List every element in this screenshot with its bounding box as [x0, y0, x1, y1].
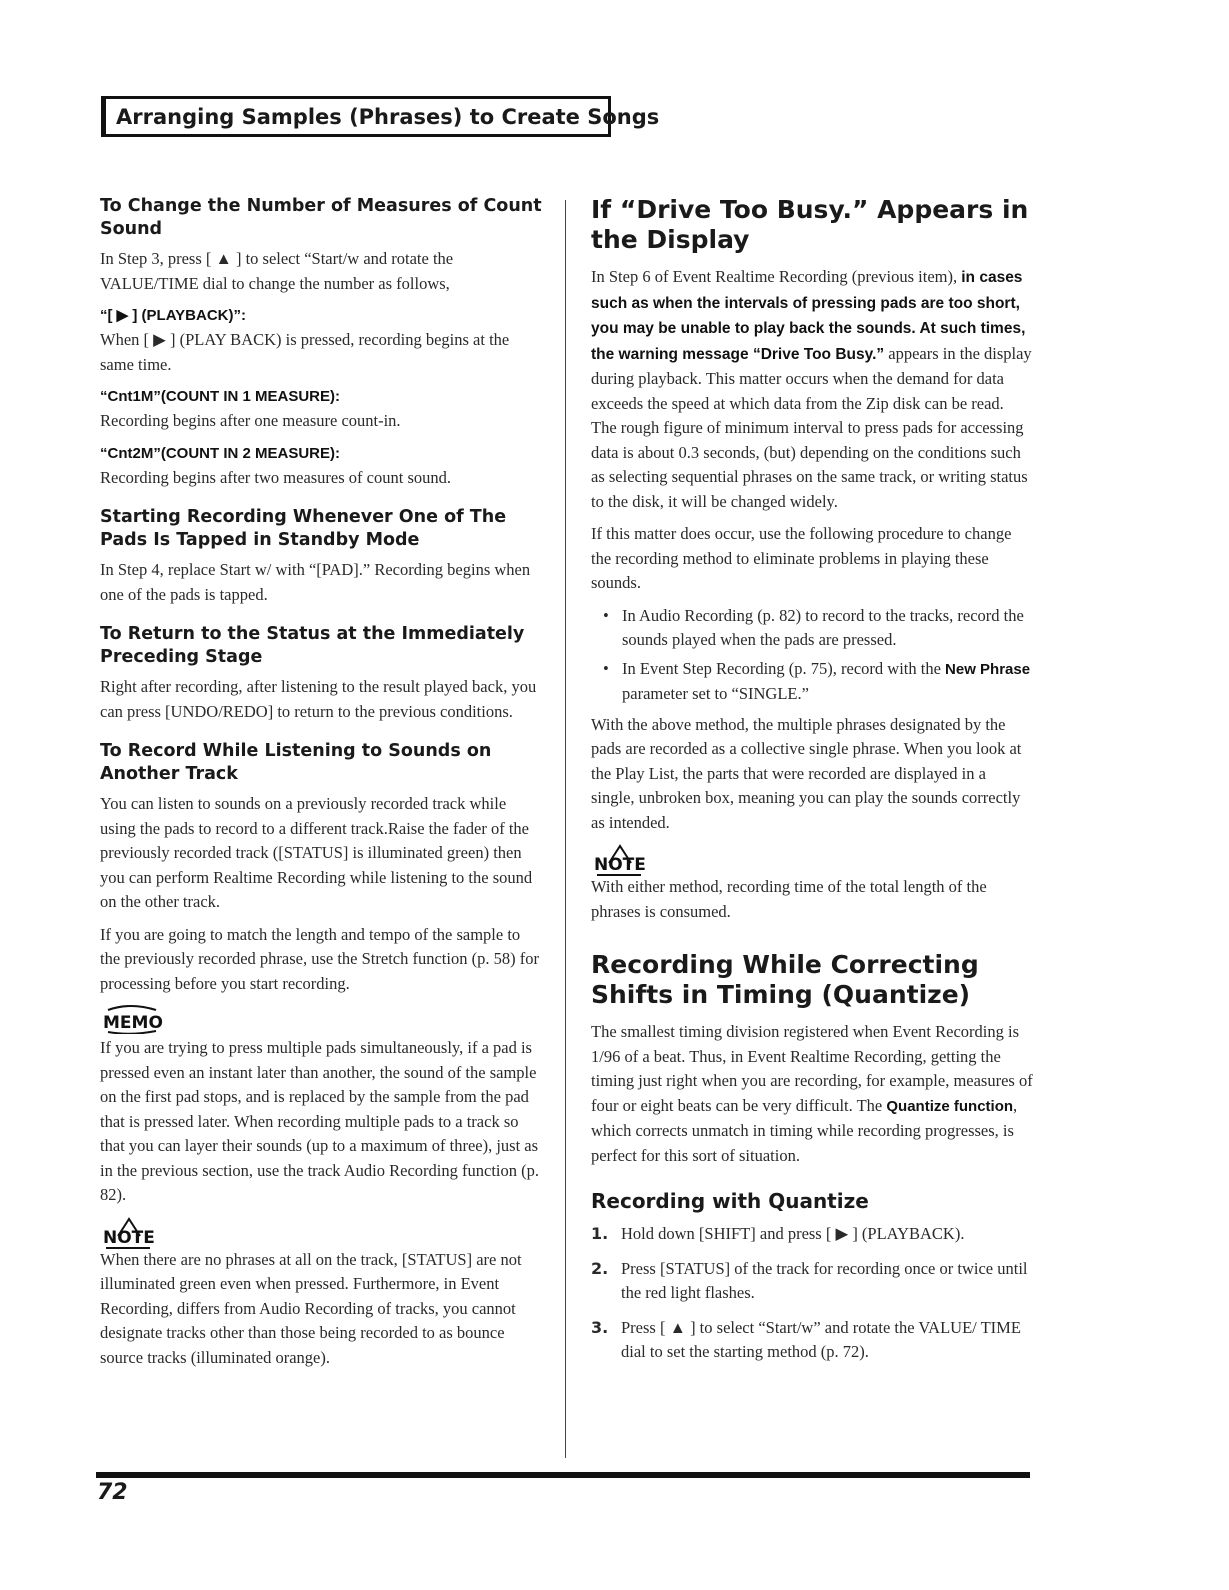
step-text: Hold down [SHIFT] and press [	[621, 1224, 836, 1243]
up-arrow-icon: ▲	[669, 1317, 686, 1337]
option-playback	[100, 304, 542, 328]
body-text-start: In Step 6 of Event Realtime Recording (previous item),	[591, 267, 962, 286]
option-playback-desc	[100, 328, 542, 377]
chapter-header	[101, 96, 660, 137]
right-column	[591, 195, 1033, 1375]
section-body: In Step 4, replace Start w/ with “[PAD].” Recording begins when one of the pads is tapped.	[100, 560, 531, 604]
svg-text:MEMO: MEMO	[103, 1013, 163, 1033]
step-text: Press [	[621, 1317, 670, 1337]
section-body: If you are going to match the length and tempo of the sample to the previously recorded phrase, use the Stretch function (p. 58) for processing before you start recording.	[100, 924, 539, 993]
svg-text:NOTE: NOTE	[594, 855, 646, 875]
warning-text: in cases such as when the intervals of pressing pads are too short, you may be unable to play back the sounds. At such times, the warning message “Drive Too Busy.”	[591, 269, 1026, 363]
list-item-text: parameter set to “SINGLE.”	[622, 684, 809, 703]
chapter-title: Arranging Samples (Phrases) to Create Songs	[116, 105, 660, 129]
play-icon: ▶	[835, 1224, 849, 1243]
section-drive-busy	[591, 195, 1033, 835]
option-count-2-desc: Recording begins after two measures of count sound.	[100, 467, 451, 487]
section-record-quantize	[591, 1188, 1033, 1365]
section-body: If this matter does occur, use the following procedure to change the recording method to eliminate problems in playing these sounds.	[591, 524, 1012, 592]
play-icon: ▶	[153, 330, 166, 349]
body-text-end: , which corrects unmatch in timing while recording progresses, is perfect for this sort of situation.	[591, 1095, 1018, 1165]
step-text: ] to select “Start/w” and rotate the VALUE/ TIME dial to set the starting method (p. 72).	[621, 1317, 1021, 1361]
list-item	[591, 604, 1033, 653]
step-item	[591, 1316, 1033, 1365]
body-text-end: appears in the display during playback. This matter occurs when the demand for data exceeds the speed at which data from the Zip disk can be read. The rough figure of minimum interval to press pads for accessing data is about 0.3 seconds, (but) depending on the conditions such as selecting sequential phrases on the same track, or writing status to the disk, it will be changed widely.	[591, 343, 1032, 511]
section-record-listening	[100, 740, 542, 996]
note-body: With either method, recording time of the total length of the phrases is consumed.	[591, 877, 987, 921]
list-item-text: In Event Step Recording (p. 75), record with the	[622, 658, 946, 678]
section-return-status	[100, 623, 542, 724]
step-number: 2.	[591, 1258, 609, 1278]
intro-text-start: In Step 3, press [	[100, 249, 216, 268]
steps-list	[591, 1222, 1033, 1365]
option-count-2: “Cnt2M”(COUNT IN 2 MEASURE):	[100, 444, 340, 462]
bullet-icon: •	[603, 605, 609, 625]
svg-text:NOTE: NOTE	[103, 1227, 155, 1248]
section-title: Recording While Correcting Shifts in Timing (Quantize)	[591, 950, 979, 1009]
option-count-1: “Cnt1M”(COUNT IN 1 MEASURE):	[100, 388, 340, 405]
section-body: With the above method, the multiple phrases designated by the pads are recorded as a collective single phrase. When you look at the Play List, the parts that were recorded are displayed in a single, unbroken box, meaning you can play the sounds correctly as intended.	[591, 714, 1022, 832]
memo-body: If you are trying to press multiple pads simultaneously, if a pad is pressed even an instant later than another, the sound of the sample on the first pad stops, and is replaced by the sample from the pad that is pressed later. When recording multiple pads to a track so that you can layer their sounds (up to a maximum of three), just as in the previous section, use the track Audio Recording function (p. 82).	[100, 1038, 539, 1204]
desc-text-end: ] (PLAY BACK) is pressed, recording begins at the same time.	[100, 330, 510, 374]
list-item	[591, 657, 1033, 707]
step-number: 1.	[591, 1224, 609, 1243]
note-block	[591, 843, 1033, 924]
footer-rule	[96, 1472, 1030, 1478]
section-quantize	[591, 950, 1033, 1168]
play-icon: ▶	[116, 307, 129, 324]
section-standby-pad	[100, 506, 542, 607]
note-body: When there are no phrases at all on the track, [STATUS] are not illuminated green even when pressed. Furthermore, in Event Recording, differs from Audio Recording of tracks, you cannot designate tracks other than those being recorded to as bounce source tracks (illuminated orange).	[100, 1249, 522, 1367]
memo-icon	[100, 1004, 542, 1034]
section-title: To Change the Number of Measures of Count Sound	[100, 196, 542, 239]
memo-block	[100, 1004, 542, 1208]
step-number: 3.	[591, 1317, 609, 1337]
step-text: ] (PLAYBACK).	[848, 1224, 965, 1243]
section-title: Recording with Quantize	[591, 1189, 869, 1213]
step-text: Press [STATUS] of the track for recording once or twice until the red light flashes.	[621, 1258, 1028, 1302]
step-item	[591, 1222, 1033, 1247]
note-icon	[591, 843, 1033, 873]
option-count-1-desc: Recording begins after one measure count-in.	[100, 411, 401, 430]
page-number: 72	[97, 1480, 128, 1505]
section-body	[591, 265, 1033, 514]
procedure-list	[591, 604, 1033, 707]
parameter-name: New Phrase	[945, 660, 1031, 678]
section-title: To Record While Listening to Sounds on Another Track	[100, 741, 492, 784]
option-text-end: ] (PLAYBACK)”:	[128, 307, 246, 324]
section-title: If “Drive Too Busy.” Appears in the Display	[591, 195, 1029, 254]
column-divider	[565, 200, 566, 1458]
option-text-start: “[	[100, 307, 117, 324]
section-body	[591, 1020, 1033, 1168]
note-block	[100, 1216, 542, 1371]
bullet-icon: •	[603, 658, 609, 678]
section-change-count	[100, 195, 542, 490]
step-item	[591, 1257, 1033, 1306]
section-intro	[100, 247, 542, 296]
desc-text-start: When [	[100, 330, 154, 349]
section-body: Right after recording, after listening to the result played back, you can press [UNDO/REDO] to return to the previous conditions.	[100, 677, 537, 721]
left-column	[100, 195, 542, 1378]
section-title: To Return to the Status at the Immediately Preceding Stage	[100, 624, 525, 667]
function-name: Quantize function	[886, 1097, 1014, 1115]
up-arrow-icon: ▲	[215, 249, 232, 268]
body-text-start: The smallest timing division registered when Event Recording is 1/96 of a beat. Thus, in Event Realtime Recording, getting the timing just right when you are recording, for example, measures of four or eight beats can be very difficult. The	[591, 1022, 1033, 1115]
note-icon	[100, 1216, 542, 1246]
section-title: Starting Recording Whenever One of The Pads Is Tapped in Standby Mode	[100, 507, 507, 550]
section-body: You can listen to sounds on a previously recorded track while using the pads to record to a different track.Raise the fader of the previously recorded track ([STATUS] is illuminated green) then you can perform Realtime Recording while listening to the sound on the other track.	[100, 794, 533, 911]
intro-text-end: ] to select “Start/w and rotate the VALUE/TIME dial to change the number as follows,	[100, 249, 454, 293]
list-item-text: In Audio Recording (p. 82) to record to the tracks, record the sounds played when the pads are pressed.	[622, 605, 1024, 649]
